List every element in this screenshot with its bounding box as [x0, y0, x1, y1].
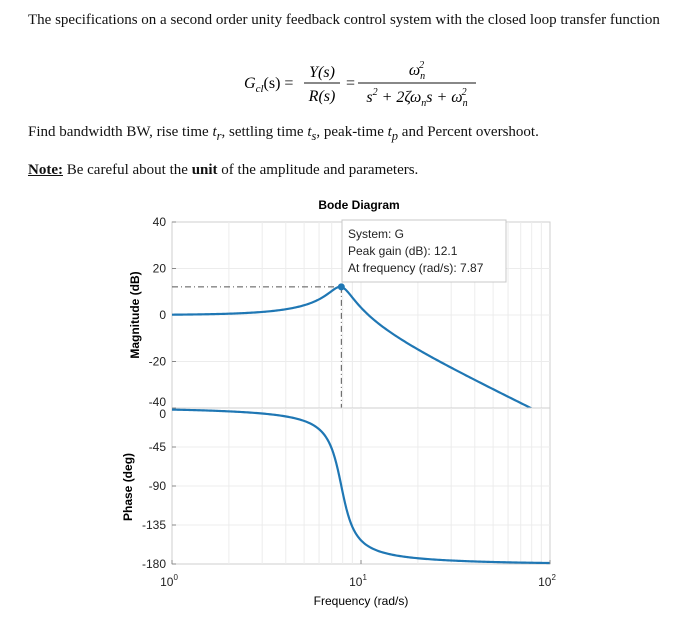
y-tick-label: -135: [141, 518, 166, 532]
eq-den2: $s^2 + 2\zeta\omega_ns + \omega_n2$: [366, 87, 468, 108]
y-tick-label: -180: [141, 557, 166, 571]
peak-marker: [338, 283, 345, 290]
y-tick-label: -20: [148, 354, 166, 369]
datatip: [342, 220, 506, 282]
problem-question: Find bandwidth BW, rise time $t_r$, settling time $t_s$, peak-time $t_p$ and Percent overshoot.: [28, 124, 539, 143]
y-tick-label: -90: [148, 479, 166, 493]
datatip-line-1: System: G: [348, 227, 405, 241]
bode-diagram: [0, 190, 700, 632]
phase-ylabel: Phase (deg): [121, 452, 135, 522]
eq-num2: $\omega_n2$: [408, 60, 426, 82]
y-tick-label: 0: [159, 407, 166, 421]
phase-y-ticks: [142, 407, 176, 571]
datatip-line-2: Peak gain (dB): 12.1: [348, 244, 458, 258]
eq-num1: Y(s): [309, 64, 335, 81]
y-tick-label: 20: [152, 261, 166, 276]
x-tick-label: $10^0$: [160, 573, 178, 589]
eq-den1: R(s): [308, 88, 336, 105]
problem-note: Note: Be careful about the unit of the amplitude and parameters.: [28, 162, 419, 178]
eq-lhs: $G_{cl}(s)$ =: [244, 75, 294, 95]
x-tick-label: $10^2$: [538, 573, 556, 589]
problem-intro: The specifications on a second order unity feedback control system with the closed loop transfer function: [28, 12, 660, 28]
eq-equals-2: =: [346, 75, 356, 92]
y-tick-label: -45: [148, 440, 166, 454]
x-tick-label: $10^1$: [349, 573, 367, 589]
y-tick-label: 0: [159, 308, 166, 322]
y-tick-label: -40: [148, 395, 166, 409]
magnitude-ylabel: Magnitude (dB): [128, 271, 142, 359]
chart-title: Bode Diagram: [318, 198, 400, 212]
transfer-function-equation: [0, 56, 700, 108]
x-axis-label: Frequency (rad/s): [313, 594, 409, 608]
datatip-line-3: At frequency (rad/s): 7.87: [348, 261, 484, 275]
y-tick-label: 40: [152, 215, 166, 229]
